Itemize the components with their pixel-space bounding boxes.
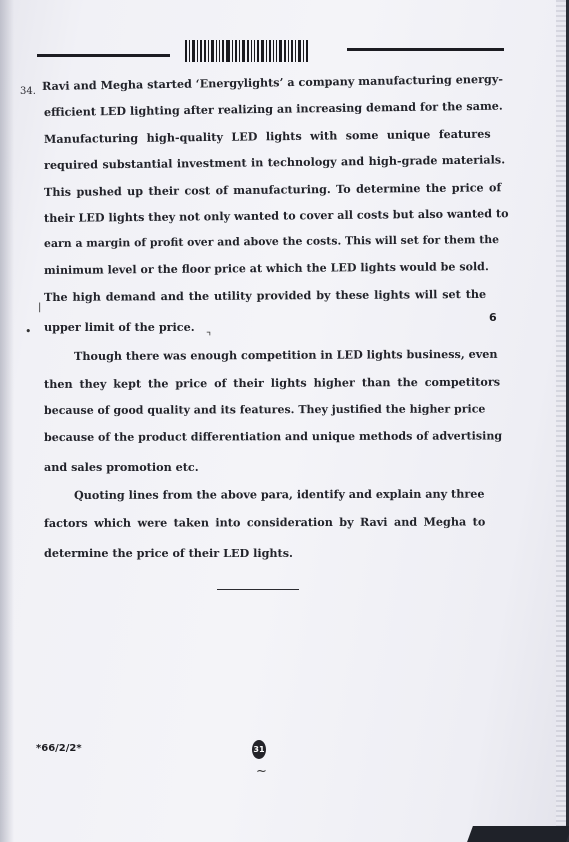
end-of-question-rule (217, 589, 299, 590)
marks-value: 6 (489, 311, 497, 324)
text-line: and sales promotion etc. (44, 460, 199, 474)
header-rule-left (37, 54, 170, 57)
margin-dot: • (25, 325, 32, 338)
text-line: then they kept the price of their lights higher than the competitors (43, 374, 501, 391)
text-line: their LED lights they not only wanted to cover all costs but also wanted to (43, 206, 509, 225)
text-line: Quoting lines from the above para, identify and explain any three (73, 486, 485, 502)
background-shadow (467, 826, 569, 842)
header-rule-right (347, 48, 504, 51)
text-line: because of good quality and its features. They justified the higher price (43, 402, 486, 417)
text-line: because of the product differentiation and unique methods of advertising (43, 429, 503, 444)
text-line: earn a margin of profit over and above the costs. This will set for them the (43, 233, 500, 250)
text-line: determine the price of their LED lights. (44, 546, 293, 560)
text-line: efficient LED lighting after realizing an increasing demand for the same. (43, 98, 503, 119)
text-line: required substantial investment in technology and high-grade materials. (43, 152, 506, 172)
barcode (185, 40, 326, 62)
page-number-badge: 31 (252, 740, 266, 759)
text-line: factors which were taken into consideration by Ravi and Megha to (43, 514, 486, 530)
pen-mark: ⌝ (206, 330, 212, 343)
text-line: minimum level or the floor price at which the LED lights would be sold. (43, 260, 489, 277)
pen-mark: | (38, 302, 42, 313)
text-line: The high demand and the utility provided by these lights will set the (43, 286, 487, 304)
paper-code: *66/2/2* (36, 743, 82, 754)
text-line: Though there was enough competition in LED lights business, even (73, 346, 498, 363)
question-number: 34. (20, 86, 36, 97)
text-line: upper limit of the price. (44, 320, 195, 334)
text-line: Manufacturing high-quality LED lights with some unique features (43, 126, 491, 146)
text-line: This pushed up their cost of manufacturing. To determine the price of (43, 180, 502, 199)
text-line: Ravi and Megha started ‘Energylights’ a company manufacturing energy- (41, 71, 504, 93)
pen-mark: ~ (256, 764, 267, 779)
